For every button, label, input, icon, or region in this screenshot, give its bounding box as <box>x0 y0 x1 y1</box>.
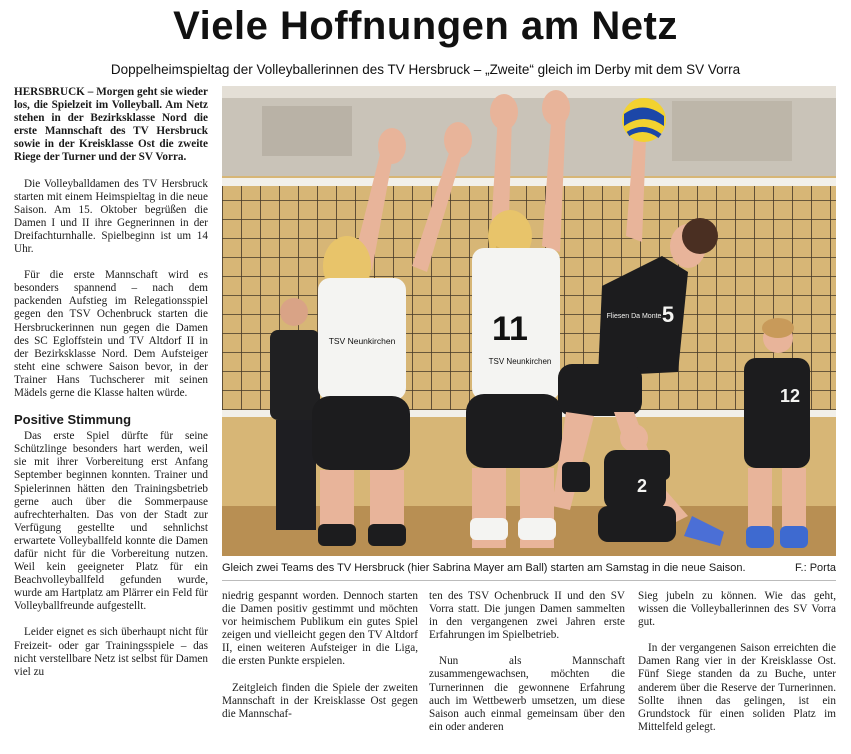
jersey-left-text: TSV Neunkirchen <box>328 336 396 346</box>
subheadline: Doppelheimspieltag der Volleyballerinnen des TV Hersbruck – „Zweite“ gleich im Derby mit dem SV Vorra <box>110 62 741 77</box>
volleyball <box>622 98 666 142</box>
body-paragraph: Leider eignet es sich überhaupt nicht für Freizeit- oder gar Trainingsspiele – das nicht verstellbare Netz ist selbst für Damen viel zu <box>14 626 208 678</box>
photo-caption: Gleich zwei Teams des TV Hersbruck (hier Sabrina Mayer am Ball) starten am Samstag in die neue Saison. <box>222 562 746 574</box>
body-paragraph: In der vergangenen Saison erreichten die Damen Rang vier in der Kreisklasse Ost. Fünf Siege standen da zu Buche, unter anderem über die Reserve der Turnerinnen. Sollte ihnen das gelingen, ist ein Grundstock für einen soliden Platz im Mittelfeld gelegt. <box>638 642 836 733</box>
body-paragraph: Das erste Spiel dürfte für seine Schützlinge besonders hart werden, weil sie mit ihrer Vorbereitung erst Anfang September beginnen konnten. Trainer und Spielerinnen hätten den Trainingsbetrieb gerne auch über die Sommerpause aufrechterhalten. Das von der Stadt zur Verfügung gestellte und sehnlichst erwartete Volleyballfeld konnte die Damen dafür nicht für die Vorbereitung nutzen. Weil kein geeigneter Platz für ein Beachvolleyballfeld gefunden wurde, wurde am Hartplatz am Plärrer ein Feld für Volleyballfreunde aufgestellt. <box>14 430 208 613</box>
photo-credit: F.: Porta <box>795 562 836 574</box>
column-2 <box>222 590 418 750</box>
section-subheading: Positive Stimmung <box>14 412 132 428</box>
body-paragraph: Die Volleyballdamen des TV Hersbruck starten mit einem Heimspieltag in die neue Saison. Am 15. Oktober begrüßen die Damen I und II ihre Gegnerinnen in der Dreifachturnhalle. Spielbeginn ist um 14 Uhr. <box>14 177 208 256</box>
jersey-mid-text: TSV Neunkirchen <box>488 357 552 366</box>
jersey-kneel-number: 2 <box>636 476 648 496</box>
lead-paragraph: HERSBRUCK – Morgen geht sie wieder los, die Spielzeit im Volleyball. Am Netz stehen in der Bezirksklasse Nord die erste Mannschaft des TV Hersbruck sowie in der Kreisklasse Ost die zweite Riege der Turner und der SV Vorra. <box>14 86 208 164</box>
body-paragraph: Zeitgleich finden die Spiele der zweiten Mannschaft in der Kreisklasse Ost gegen die Mannschaf- <box>222 681 418 720</box>
body-paragraph: Für die erste Mannschaft wird es besonders spannend – nach dem packenden Aufstieg im Relegationsspiel gegen den TSV Ochenbruck starten die Hersbruckerinnen nun gegen die Damen des SC Egloffstein und TV Altdorf II in der Bezirksklasse Nord. Dem Aufsteiger steht eine schwere Saison bevor, in der Trainer Hans Tuchscherer mit seinen Mädels gerne die Klasse halten würde. <box>14 269 208 399</box>
jersey-right-number: 5 <box>661 302 675 327</box>
body-paragraph: Nun als Mannschaft zusammengewachsen, möchten die Turnerinnen die gewonnene Erfahrung auch im Wettbewerb umsetzen, um diese Saison auch einmal gemeinsam über den ein oder anderen <box>429 655 625 733</box>
photo-illustration <box>222 86 836 556</box>
body-paragraph: niedrig gespannt worden. Dennoch starten die Damen positiv gestimmt und möchten vor heimischem Publikum ein gutes Spiel zeigen und vielleicht gegen den TV Altdorf II, einen weiteren Aufsteiger in die Liga, die ersten Punkte erspielen. <box>222 590 418 668</box>
caption-divider <box>222 580 836 581</box>
headline: Viele Hoffnungen am Netz <box>173 4 678 48</box>
column-4 <box>638 590 836 750</box>
body-paragraph: ten des TSV Ochenbruck II und den SV Vorra statt. Die jungen Damen sammelten in den vergangenen zwei Jahren erste Erfahrungen im Spielbetrieb. <box>429 590 625 642</box>
jersey-right-text: Fliesen Da Monte <box>606 313 662 320</box>
column-1 <box>14 86 208 748</box>
jersey-bg-number: 12 <box>779 386 801 406</box>
jersey-mid-number: 11 <box>492 310 528 348</box>
body-paragraph: Sieg jubeln zu können. Wie das geht, wissen die Volleyballerinnen des SV Vorra gut. <box>638 590 836 629</box>
column-3 <box>429 590 625 750</box>
volleyball-photo <box>222 86 836 556</box>
photo-caption-bar <box>222 562 836 578</box>
